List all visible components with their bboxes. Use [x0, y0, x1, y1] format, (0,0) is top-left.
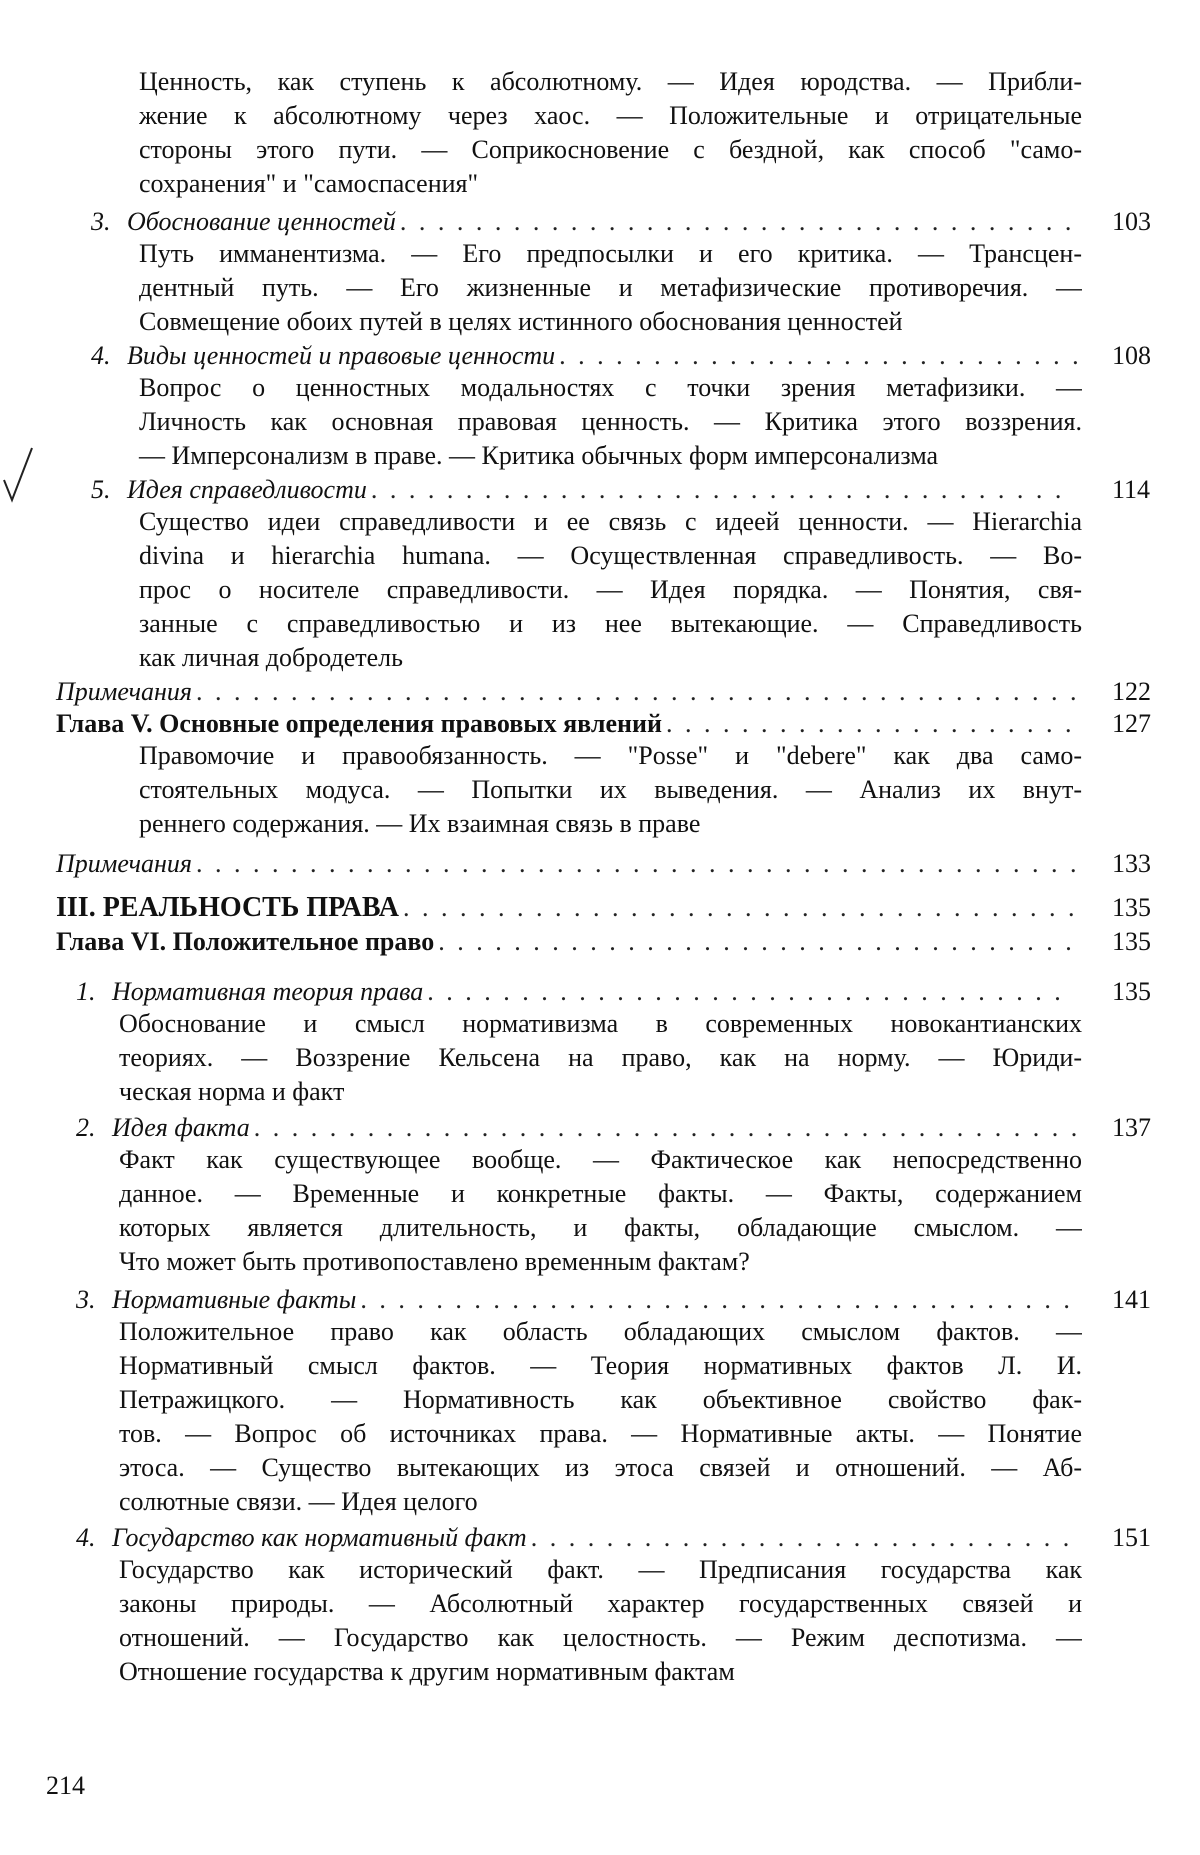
toc-entry[interactable] — [0, 708, 1200, 740]
toc-entry[interactable] — [0, 474, 1200, 506]
toc-entry[interactable] — [0, 976, 1200, 1008]
page-number: 214 — [46, 1771, 85, 1800]
dot-leader: . . . . . . . . . . . . . . . . . . . . . . . . . . . . — [559, 341, 1082, 370]
dot-leader: . . . . . . . . . . . . . . . . . . . . . . . . . . . . . . . . . . . . . . . . . . . . . . . — [195, 849, 1080, 878]
entry-description-line: Вопрос о ценностных модальностях с точки зрения метафизики. — — [139, 373, 1082, 402]
entry-description-line: Правомочие и правообязанность. — "Posse" и "debere" как два само- — [139, 741, 1082, 770]
toc-entry[interactable] — [0, 892, 1200, 924]
dot-leader: . . . . . . . . . . . . . . . . . . . . . . . . . . . . . . . . . . — [438, 927, 1075, 956]
entry-description-line: как личная добродетель — [139, 643, 403, 672]
entry-description-line: прос о носителе справедливости. — Идея порядка. — Понятия, свя- — [139, 575, 1082, 604]
dot-leader: . . . . . . . . . . . . . . . . . . . . . . . . . . . . . — [530, 1523, 1073, 1552]
entry-title: Виды ценностей и правовые ценности — [127, 341, 556, 370]
entry-page-number: 114 — [1112, 475, 1151, 504]
dot-leader: . . . . . . . . . . . . . . . . . . . . . . . . . . . . . . . . . . . . . . . . . . . . — [253, 1113, 1081, 1142]
entry-description-line: законы природы. — Абсолютный характер государственных связей и — [119, 1589, 1082, 1618]
entry-description-line: Личность как основная правовая ценность. — Критика этого воззрения. — [139, 407, 1082, 436]
entry-description-line: дентный путь. — Его жизненные и метафизические противоречия. — — [139, 273, 1082, 302]
entry-number: 3. — [91, 207, 111, 236]
entry-page-number: 127 — [1112, 709, 1151, 738]
entry-description-line: солютные связи. — Идея целого — [119, 1487, 478, 1516]
entry-page-number: 151 — [1112, 1523, 1151, 1552]
toc-entry[interactable] — [0, 926, 1200, 958]
entry-description-line: Что может быть противопоставлено временным фактам? — [119, 1247, 750, 1276]
entry-page-number: 122 — [1112, 677, 1151, 706]
entry-description-line: Нормативный смысл фактов. — Теория нормативных фактов Л. И. — [119, 1351, 1082, 1380]
entry-page-number: 133 — [1112, 849, 1151, 878]
dot-leader: . . . . . . . . . . . . . . . . . . . . . . — [665, 709, 1075, 738]
entry-description-line: ческая норма и факт — [119, 1077, 345, 1106]
entry-description-line: Государство как исторический факт. — Предписания государства как — [119, 1555, 1082, 1584]
entry-description-line: этоса. — Существо вытекающих из этоса связей и отношений. — Аб- — [119, 1453, 1082, 1482]
entry-description-line: Отношение государства к другим нормативным фактам — [119, 1657, 735, 1686]
entry-description-line: занные с справедливостью и из нее вытекающие. — Справедливость — [139, 609, 1082, 638]
entry-number: 5. — [91, 475, 111, 504]
entry-description-line: Обоснование и смысл нормативизма в современных новокантианских — [119, 1009, 1082, 1038]
dot-leader: . . . . . . . . . . . . . . . . . . . . . . . . . . . . . . . . . . . . . — [370, 475, 1065, 504]
entry-description-line: жение к абсолютному через хаос. — Положительные и отрицательные — [139, 101, 1082, 130]
entry-description-line: Совмещение обоих путей в целях истинного обоснования ценностей — [139, 307, 903, 336]
entry-description-line: теориях. — Воззрение Кельсена на право, как на норму. — Юриди- — [119, 1043, 1082, 1072]
toc-entry[interactable] — [0, 848, 1200, 880]
entry-title: Нормативные факты — [112, 1285, 357, 1314]
entry-title: Нормативная теория права — [112, 977, 424, 1006]
entry-number: 1. — [76, 977, 96, 1006]
entry-page-number: 137 — [1112, 1113, 1151, 1142]
entry-description-line: Ценность, как ступень к абсолютному. — Идея юродства. — Прибли- — [139, 67, 1082, 96]
entry-description-line: тов. — Вопрос об источниках права. — Нормативные акты. — Понятие — [119, 1419, 1082, 1448]
entry-description-line: Петражицкого. — Нормативность как объективное свойство фак- — [119, 1385, 1082, 1414]
entry-title: Государство как нормативный факт — [112, 1523, 527, 1552]
entry-description-line: Факт как существующее вообще. — Фактическое как непосредственно — [119, 1145, 1082, 1174]
dot-leader: . . . . . . . . . . . . . . . . . . . . . . . . . . . . . . . . . . . . — [399, 207, 1075, 236]
dot-leader: . . . . . . . . . . . . . . . . . . . . . . . . . . . . . . . . . . — [427, 977, 1064, 1006]
entry-title: Обоснование ценностей — [127, 207, 396, 236]
entry-title: Идея факта — [112, 1113, 250, 1142]
entry-page-number: 135 — [1112, 977, 1151, 1006]
dot-leader: . . . . . . . . . . . . . . . . . . . . . . . . . . . . . . . . . . . . . . . . . . . . . . . — [195, 677, 1080, 706]
entry-title: Идея справедливости — [127, 475, 367, 504]
entry-page-number: 108 — [1112, 341, 1151, 370]
entry-number: 2. — [76, 1113, 96, 1142]
entry-description-line: Путь имманентизма. — Его предпосылки и его критика. — Трансцен- — [139, 239, 1082, 268]
entry-description-line: — Имперсонализм в праве. — Критика обычных форм имперсонализма — [139, 441, 939, 470]
entry-title: III. РЕАЛЬНОСТЬ ПРАВА — [56, 892, 400, 923]
toc-entry[interactable] — [0, 676, 1200, 708]
entry-title: Примечания — [56, 849, 192, 878]
entry-page-number: 103 — [1112, 207, 1151, 236]
entry-description-line: Существо идеи справедливости и ее связь с идеей ценности. — Hierarchia — [139, 507, 1082, 536]
dot-leader: . . . . . . . . . . . . . . . . . . . . . . . . . . . . . . . . . . . . — [403, 893, 1078, 922]
toc-entry[interactable] — [0, 1522, 1200, 1554]
toc-entry[interactable] — [0, 206, 1200, 238]
entry-description-line: divina и hierarchia humana. — Осуществленная справедливость. — Во- — [139, 541, 1082, 570]
entry-number: 4. — [76, 1523, 96, 1552]
toc-entry[interactable] — [0, 1112, 1200, 1144]
entry-description-line: данное. — Временные и конкретные факты. — Факты, содержанием — [119, 1179, 1082, 1208]
entry-description-line: Положительное право как область обладающих смыслом фактов. — — [119, 1317, 1082, 1346]
entry-page-number: 135 — [1112, 927, 1151, 956]
entry-description-line: стороны этого пути. — Соприкосновение с бездной, как способ "само- — [139, 135, 1082, 164]
entry-title: Примечания — [56, 677, 192, 706]
entry-description-line: которых является длительность, и факты, обладающие смыслом. — — [119, 1213, 1082, 1242]
entry-page-number: 141 — [1112, 1285, 1151, 1314]
toc-entry[interactable] — [0, 1284, 1200, 1316]
entry-title: Глава VI. Положительное право — [56, 927, 435, 956]
entry-description-line: реннего содержания. — Их взаимная связь в праве — [139, 809, 701, 838]
entry-description-line: стоятельных модуса. — Попытки их выведения. — Анализ их внут- — [139, 775, 1082, 804]
entry-number: 4. — [91, 341, 111, 370]
entry-page-number: 135 — [1112, 893, 1151, 922]
entry-description-line: сохранения" и "самоспасения" — [139, 169, 479, 198]
dot-leader: . . . . . . . . . . . . . . . . . . . . . . . . . . . . . . . . . . . . . . — [360, 1285, 1073, 1314]
toc-entry[interactable] — [0, 340, 1200, 372]
entry-description-line: отношений. — Государство как целостность. — Режим деспотизма. — — [119, 1623, 1082, 1652]
entry-number: 3. — [76, 1285, 96, 1314]
entry-title: Глава V. Основные определения правовых явлений — [56, 709, 662, 738]
